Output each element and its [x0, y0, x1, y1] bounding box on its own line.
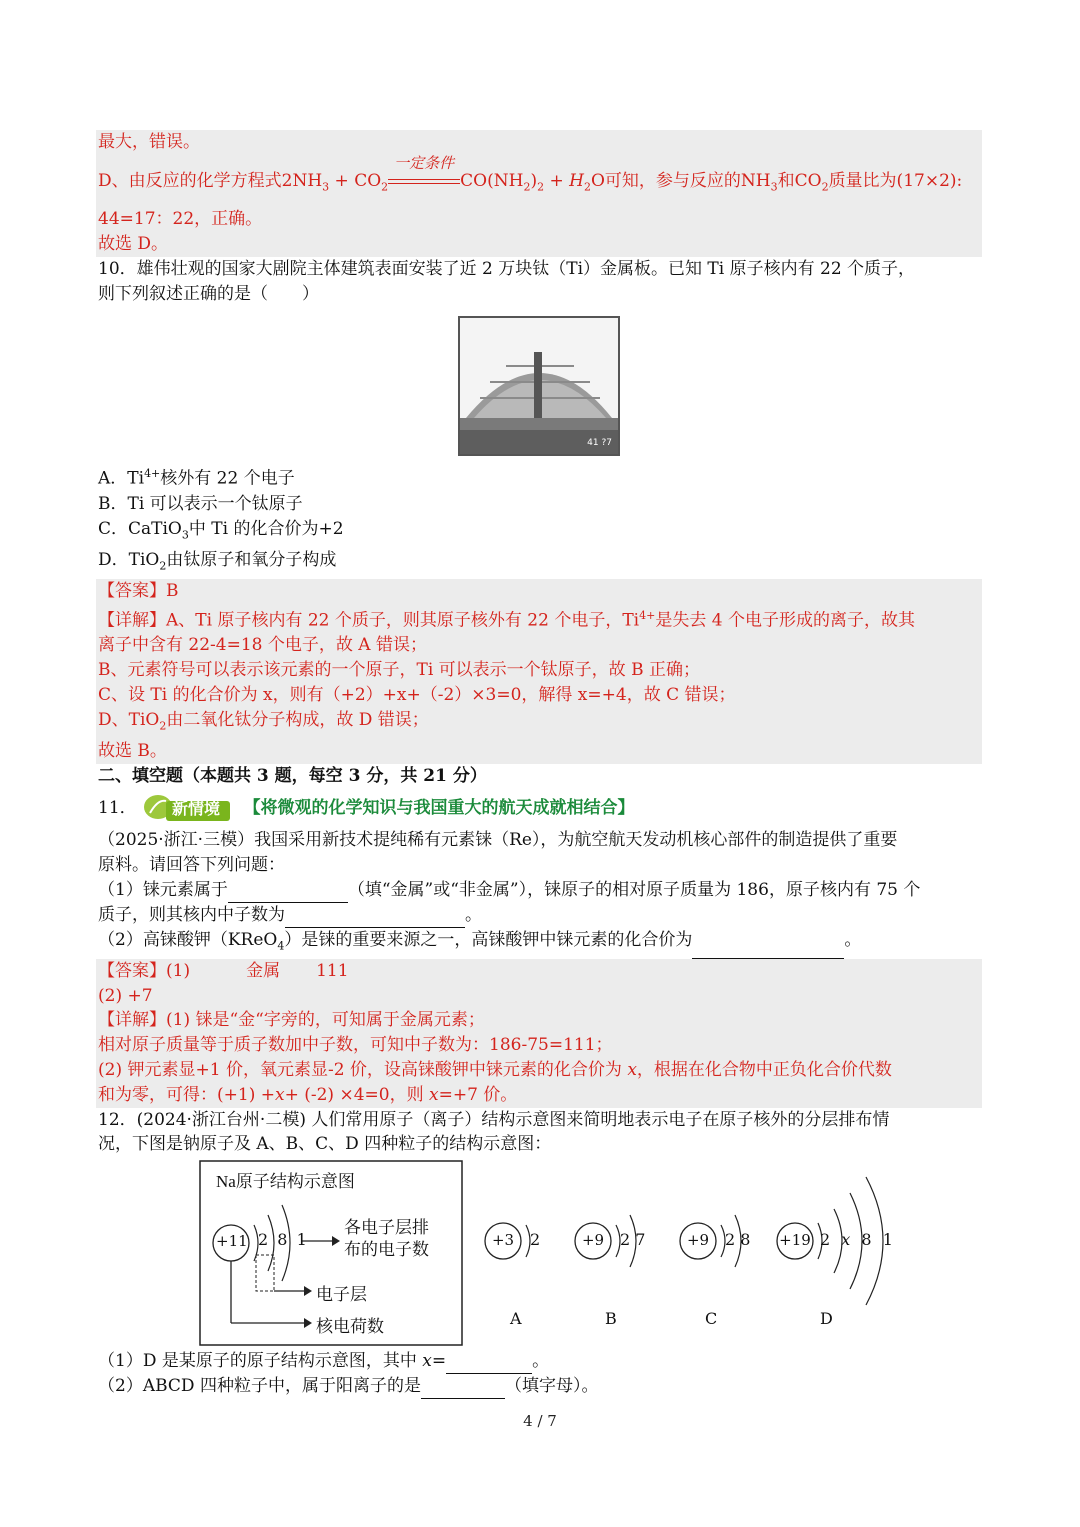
q10-option-c: C．CaTiO$_3$中 Ti 的化合价为+2: [98, 518, 344, 542]
q9-answer-block: [96, 130, 982, 257]
label-electron-count: 各电子层排 布的电子数: [344, 1218, 429, 1261]
q11-detail-4: 和为零，可得：(+1) +x+ (-2) ×4=0，则 x=+7 价。: [98, 1084, 518, 1105]
q12-blank-2[interactable]: [421, 1380, 505, 1399]
reaction-arrow: 一定条件: [388, 163, 460, 199]
a-electrons: 2: [530, 1230, 541, 1250]
q11-part1b: 质子，则其核内中子数为 。: [98, 903, 982, 928]
q11-answer-block: [96, 959, 982, 1108]
q11-answer-1: 【答案】(1) 金属 111: [98, 960, 349, 981]
structure-diagrams: [98, 1157, 982, 1349]
q10-detail-1: 【详解】A、Ti 原子核内有 22 个质子，则其原子核外有 22 个电子，$Ti^{4+}$是失去 4 个电子形成的离子，故其: [98, 608, 915, 631]
label-electron-shell: 电子层: [316, 1285, 367, 1306]
q10-stem-1: 10．雄伟壮观的国家大剧院主体建筑表面安装了近 2 万块钛（Ti）金属板。已知 Ti 原子核内有 22 个质子，: [98, 258, 916, 279]
q12-part1: （1）D 是某原子的原子结构示意图，其中 x= 。: [98, 1349, 982, 1374]
q10-detail-5: D、TiO$_2$由二氧化钛分子构成，故 D 错误；: [98, 709, 429, 733]
q10-option-d: D．TiO$_2$由钛原子和氧分子构成: [98, 549, 337, 573]
q10-detail-4: C、设 Ti 的化合价为 x，则有（+2）+x+（-2）×3=0，解得 x=+4，故 C 错误；: [98, 684, 736, 705]
q10-answer-block: [96, 579, 982, 764]
page-content: [98, 130, 982, 1399]
q9-line1: 最大，错误。: [98, 132, 200, 152]
q12-blank-1[interactable]: [446, 1355, 532, 1374]
q11-stem-1: （2025·浙江·三模）我国采用新技术提纯稀有元素铼（Re），为航空航天发动机核心部件的制造提供了重要: [98, 830, 898, 851]
c-electrons: 2 8: [725, 1230, 751, 1250]
q9-line3: 44=17：22，正确。: [98, 209, 263, 230]
q11-answer-2: (2) +7: [98, 985, 153, 1006]
q11-blank-3[interactable]: [692, 940, 844, 959]
c-nucleus: +9: [686, 1231, 710, 1250]
new-context-tag: 新情境: [142, 795, 232, 823]
q11-theme: 【将微观的化学知识与我国重大的航天成就相结合】: [243, 798, 635, 819]
q10-detail-2: 离子中含有 22-4=18 个电子，故 A 错误；: [98, 635, 427, 656]
q10-detail-6: 故选 B。: [98, 740, 167, 761]
label-d: D: [820, 1309, 833, 1329]
q10-option-a: A．$Ti^{4+}$核外有 22 个电子: [98, 467, 295, 490]
q11-detail-3: (2) 钾元素显+1 价，氧元素显-2 价，设高铼酸钾中铼元素的化合价为 x，根据在化合物中正负化合价代数: [98, 1059, 892, 1080]
label-c: C: [705, 1309, 718, 1329]
b-electrons: 2 7: [620, 1230, 646, 1250]
q12-stem-1: 12．(2024·浙江台州·二模) 人们常用原子（离子）结构示意图来简明地表示电子在原子核外的分层排布情: [98, 1109, 890, 1130]
a-nucleus: +3: [491, 1231, 515, 1250]
q9-equation-line: D、由反应的化学方程式$2NH_3 + CO_2$ 一定条件 $CO(NH_2)_2 + H_2O$可知，参与反应的$NH_3$和$CO_2$质量比为(17×2):: [98, 155, 982, 205]
d-nucleus: +19: [779, 1231, 811, 1250]
q10-detail-3: B、元素符号可以表示该元素的一个原子，Ti 可以表示一个钛原子，故 B 正确；: [98, 660, 700, 681]
label-a: A: [510, 1309, 522, 1329]
label-b: B: [605, 1309, 617, 1329]
na-title: Na原子结构示意图: [216, 1172, 355, 1192]
q11-part2: （2）高铼酸钾（KReO$_4$）是铼的重要来源之一，高铼酸钾中铼元素的化合价为 。: [98, 928, 982, 959]
b-nucleus: +9: [581, 1231, 605, 1250]
q11-detail-1: 【详解】(1) 铼是“金“字旁的，可知属于金属元素；: [98, 1010, 485, 1031]
q11-header: 11． 新情境 【将微观的化学知识与我国重大的航天成就相结合】: [98, 788, 982, 828]
page-number: 4 / 7: [523, 1412, 557, 1430]
q9-line4: 故选 D。: [98, 233, 169, 254]
d-electrons: 2 x 8 1: [820, 1230, 893, 1250]
q11-blank-1[interactable]: [228, 884, 348, 903]
q10-answer: 【答案】B: [98, 581, 179, 601]
photo-caption: 41 ?7: [587, 438, 612, 449]
theater-image: [460, 318, 618, 454]
q11-detail-2: 相对原子质量等于质子数加中子数，可知中子数为：186-75=111；: [98, 1035, 613, 1056]
q12-part2: （2）ABCD 四种粒子中，属于阳离子的是 （填字母）。: [98, 1374, 982, 1399]
q10-option-b: B．Ti 可以表示一个钛原子: [98, 493, 303, 514]
q11-part1: （1）铼元素属于 （填“金属”或“非金属”），铼原子的相对原子质量为 186，原子核内有 75 个: [98, 878, 982, 903]
q10-stem-2: 则下列叙述正确的是（ ）: [98, 283, 319, 304]
q12-stem-2: 况，下图是钠原子及 A、B、C、D 四种粒子的结构示意图：: [98, 1134, 552, 1155]
q11-stem-2: 原料。请回答下列问题：: [98, 855, 285, 876]
label-nuclear-charge: 核电荷数: [316, 1317, 384, 1338]
na-electrons: 2 8 1: [258, 1230, 309, 1250]
theater-photo: [458, 316, 620, 456]
section-heading: 二、填空题（本题共 3 题，每空 3 分，共 21 分）: [98, 765, 487, 786]
na-nucleus: +11: [216, 1232, 248, 1251]
q11-blank-2[interactable]: [285, 909, 465, 928]
